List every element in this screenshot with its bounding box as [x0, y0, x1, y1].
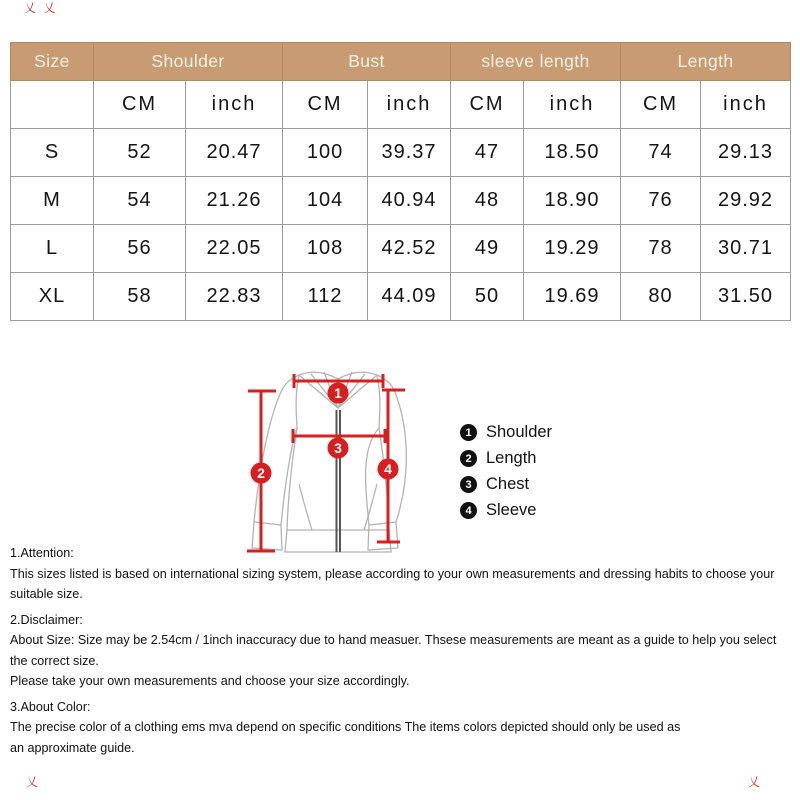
- data-cell: 39.37: [368, 129, 451, 177]
- legend-label: Chest: [486, 475, 530, 493]
- data-cell: 100: [283, 129, 368, 177]
- legend-bullet-4-icon: 4: [460, 502, 477, 519]
- size-table: [10, 42, 791, 321]
- table-row-s: [11, 129, 791, 177]
- marker-3: 3: [334, 440, 342, 456]
- data-cell: 74: [621, 129, 701, 177]
- data-cell: 54: [94, 177, 186, 225]
- marker-4: 4: [384, 461, 392, 477]
- unit-inch-cell: inch: [701, 81, 791, 129]
- data-cell: 49: [451, 225, 524, 273]
- legend-item-shoulder: [460, 424, 552, 441]
- legend-bullet-1-icon: 1: [460, 424, 477, 441]
- table-units-row: [11, 81, 791, 129]
- unit-cm-cell: CM: [94, 81, 186, 129]
- size-label: S: [11, 129, 94, 177]
- data-cell: 22.05: [186, 225, 283, 273]
- table-row-l: [11, 225, 791, 273]
- note-disclaimer: [10, 610, 792, 692]
- header-sleeve-length: sleeve length: [451, 43, 621, 81]
- watermark-bottom-right: 乂: [748, 775, 763, 789]
- header-shoulder: Shoulder: [94, 43, 283, 81]
- note-disclaimer-line-1: About Size: Size may be 2.54cm / 1inch inaccuracy due to hand measuer. Thsese measurements are meant as a guide to help you select the correct size.: [10, 633, 777, 668]
- data-cell: 31.50: [701, 273, 791, 321]
- legend-label: Shoulder: [486, 423, 553, 441]
- note-attention: [10, 543, 792, 605]
- data-cell: 30.71: [701, 225, 791, 273]
- note-attention-title: 1.Attention:: [10, 546, 74, 560]
- data-cell: 18.50: [524, 129, 621, 177]
- data-cell: 58: [94, 273, 186, 321]
- data-cell: 80: [621, 273, 701, 321]
- unit-empty-cell: [11, 81, 94, 129]
- header-bust: Bust: [283, 43, 451, 81]
- note-disclaimer-title: 2.Disclaimer:: [10, 612, 83, 627]
- legend-bullet-2-icon: 2: [460, 450, 477, 467]
- unit-cm-cell: CM: [283, 81, 368, 129]
- zipper: [337, 410, 341, 552]
- data-cell: 48: [451, 177, 524, 225]
- note-attention-line: This sizes listed is based on international sizing system, please according to your own measurements and dressing habits to choose your suitable size.: [10, 566, 775, 601]
- note-about-color: [10, 697, 792, 759]
- measurement-markers: [251, 383, 399, 484]
- watermark-top-left: 乂 乂: [24, 1, 58, 15]
- data-cell: 40.94: [368, 177, 451, 225]
- size-label: XL: [11, 273, 94, 321]
- data-cell: 19.69: [524, 273, 621, 321]
- unit-inch-cell: inch: [524, 81, 621, 129]
- data-cell: 20.47: [186, 129, 283, 177]
- note-about-color-line-1: The precise color of a clothing ems mva depend on specific conditions The items colors depicted should only be used as: [10, 720, 681, 734]
- data-cell: 42.52: [368, 225, 451, 273]
- data-cell: 78: [621, 225, 701, 273]
- data-cell: 44.09: [368, 273, 451, 321]
- data-cell: 104: [283, 177, 368, 225]
- note-about-color-line-2: an approximate guide.: [10, 740, 135, 755]
- table-header-row: [11, 43, 791, 81]
- data-cell: 56: [94, 225, 186, 273]
- data-cell: 22.83: [186, 273, 283, 321]
- note-disclaimer-line-2: Please take your own measurements and choose your size accordingly.: [10, 674, 410, 688]
- note-about-color-title: 3.About Color:: [10, 699, 91, 714]
- unit-cm-cell: CM: [621, 81, 701, 129]
- data-cell: 19.29: [524, 225, 621, 273]
- header-length: Length: [621, 43, 791, 81]
- legend-label: Sleeve: [486, 501, 537, 519]
- marker-1: 1: [334, 385, 342, 401]
- marker-2: 2: [257, 465, 265, 481]
- legend-item-sleeve: [460, 502, 552, 519]
- data-cell: 50: [451, 273, 524, 321]
- data-cell: 47: [451, 129, 524, 177]
- unit-inch-cell: inch: [368, 81, 451, 129]
- legend-item-chest: [460, 476, 552, 493]
- data-cell: 52: [94, 129, 186, 177]
- legend-item-length: [460, 450, 552, 467]
- legend-bullet-3-icon: 3: [460, 476, 477, 493]
- notes-block: [10, 543, 792, 763]
- table-row-xl: [11, 273, 791, 321]
- data-cell: 112: [283, 273, 368, 321]
- unit-cm-cell: CM: [451, 81, 524, 129]
- size-label: L: [11, 225, 94, 273]
- measurement-legend: [460, 424, 552, 519]
- data-cell: 76: [621, 177, 701, 225]
- table-row-m: [11, 177, 791, 225]
- data-cell: 21.26: [186, 177, 283, 225]
- data-cell: 29.92: [701, 177, 791, 225]
- jacket-measurement-diagram: [235, 366, 415, 566]
- watermark-bottom-left: 乂: [26, 775, 41, 789]
- header-size: Size: [11, 43, 94, 81]
- data-cell: 29.13: [701, 129, 791, 177]
- unit-inch-cell: inch: [186, 81, 283, 129]
- legend-label: Length: [486, 449, 537, 467]
- data-cell: 18.90: [524, 177, 621, 225]
- data-cell: 108: [283, 225, 368, 273]
- size-label: M: [11, 177, 94, 225]
